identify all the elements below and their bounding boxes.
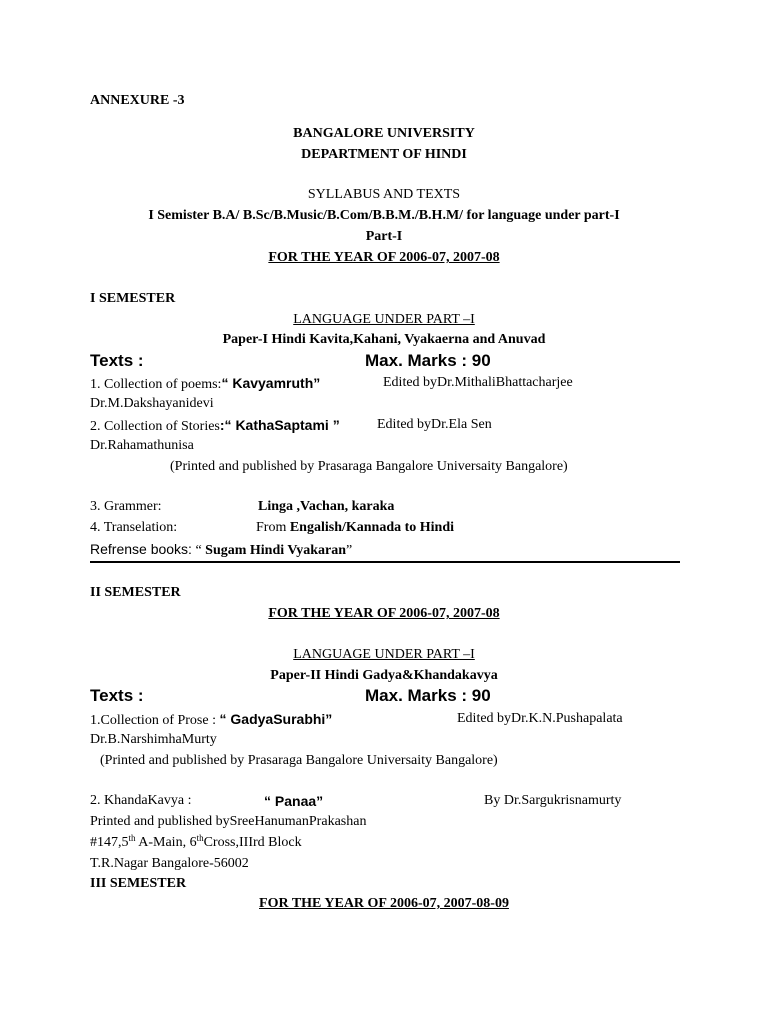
sem2-item1-editor: Edited byDr.K.N.Pushapalata: [457, 711, 623, 726]
sem1-translation-value: Engalish/Kannada to Hindi: [289, 520, 455, 535]
sem1-item2-title: :“ KathaSaptami ”: [219, 417, 340, 433]
sem2-item1-title: “ GadyaSurabhi”: [219, 711, 333, 727]
sem2-texts-label: Texts :: [90, 686, 144, 705]
sem2-item2-author: By Dr.Sargukrisnamurty: [484, 793, 622, 808]
sem1-ref-close: ”: [346, 543, 353, 558]
sem1-ref-open: “: [191, 543, 206, 558]
sem2-paper-title: Paper-II Hindi Gadya&Khandakavya: [270, 668, 498, 683]
sem1-item1-editor: Edited byDr.MithaliBhattacharjee: [383, 375, 573, 390]
syllabus-title: SYLLABUS AND TEXTS: [307, 187, 461, 202]
sem1-item2-prefix: 2. Collection of Stories: [90, 419, 220, 434]
sem2-addr-a: #147,5: [90, 835, 129, 850]
sem1-ref-label: Refrense books:: [90, 541, 192, 557]
sem1-texts-label: Texts :: [90, 351, 144, 370]
sem2-item1-editor2: Dr.B.NarshimhaMurty: [90, 732, 217, 747]
part-label: Part-I: [365, 229, 403, 244]
sem1-item1-editor2: Dr.M.Dakshayanidevi: [90, 396, 214, 411]
sem2-heading: II SEMESTER: [90, 585, 181, 600]
sem2-printed-note: (Printed and published by Prasaraga Bangalore Universaity Bangalore): [100, 753, 498, 768]
section-divider: [90, 561, 680, 563]
sem1-translation-label: 4. Transelation:: [90, 520, 178, 535]
sem1-ref-value: Sugam Hindi Vyakaran: [205, 543, 347, 558]
sem2-item2-prefix: 2. KhandaKavya :: [90, 793, 192, 808]
sem2-addr-sup2: th: [196, 833, 204, 843]
sem1-paper-title: Paper-I Hindi Kavita,Kahani, Vyakaerna and Anuvad: [222, 332, 546, 347]
department-title: DEPARTMENT OF HINDI: [301, 147, 467, 162]
sem2-addr-c: Cross,IIIrd Block: [203, 835, 302, 850]
sem2-item1-prefix: 1.Collection of Prose :: [90, 713, 220, 728]
university-title: BANGALORE UNIVERSITY: [293, 126, 475, 141]
sem3-year: FOR THE YEAR OF 2006-07, 2007-08-09: [259, 896, 509, 911]
sem1-item1: [90, 374, 320, 394]
sem2-year: FOR THE YEAR OF 2006-07, 2007-08: [268, 606, 500, 621]
sem1-grammar-label: 3. Grammer:: [90, 499, 162, 514]
sem2-addr-sup1: th: [128, 833, 136, 843]
sem1-item2: [90, 416, 340, 436]
year-heading: FOR THE YEAR OF 2006-07, 2007-08: [268, 250, 500, 265]
sem1-printed-note: (Printed and published by Prasaraga Bangalore Universaity Bangalore): [170, 459, 568, 474]
semester-courses: I Semister B.A/ B.Sc/B.Music/B.Com/B.B.M./B.H.M/ for language under part-I: [148, 208, 620, 223]
sem1-item1-title: “ Kavyamruth”: [221, 375, 321, 391]
sem2-language-part: LANGUAGE UNDER PART –I: [293, 647, 475, 662]
annexure-label: ANNEXURE -3: [90, 93, 185, 108]
sem1-language-part: LANGUAGE UNDER PART –I: [293, 312, 475, 327]
sem1-heading: I SEMESTER: [90, 291, 176, 306]
sem1-translation: [256, 519, 454, 537]
sem1-item2-editor2: Dr.Rahamathunisa: [90, 438, 194, 453]
sem3-heading: III SEMESTER: [90, 876, 187, 891]
sem2-max-marks: Max. Marks : 90: [365, 686, 491, 705]
sem2-item1: [90, 710, 332, 730]
sem1-item2-editor: Edited byDr.Ela Sen: [377, 417, 492, 432]
sem1-grammar-value: Linga ,Vachan, karaka: [258, 499, 395, 514]
sem2-address-line1: [90, 834, 302, 852]
sem1-translation-from: From: [256, 520, 290, 535]
sem2-address-line2: T.R.Nagar Bangalore-56002: [90, 856, 249, 871]
sem2-item2-title: “ Panaa”: [264, 793, 324, 809]
sem2-addr-b: A-Main, 6: [135, 835, 197, 850]
sem1-max-marks: Max. Marks : 90: [365, 351, 491, 370]
sem2-publisher: Printed and published bySreeHanumanPrakashan: [90, 814, 367, 829]
sem1-item1-prefix: 1. Collection of poems:: [90, 377, 222, 392]
sem1-reference-books: [90, 540, 352, 560]
